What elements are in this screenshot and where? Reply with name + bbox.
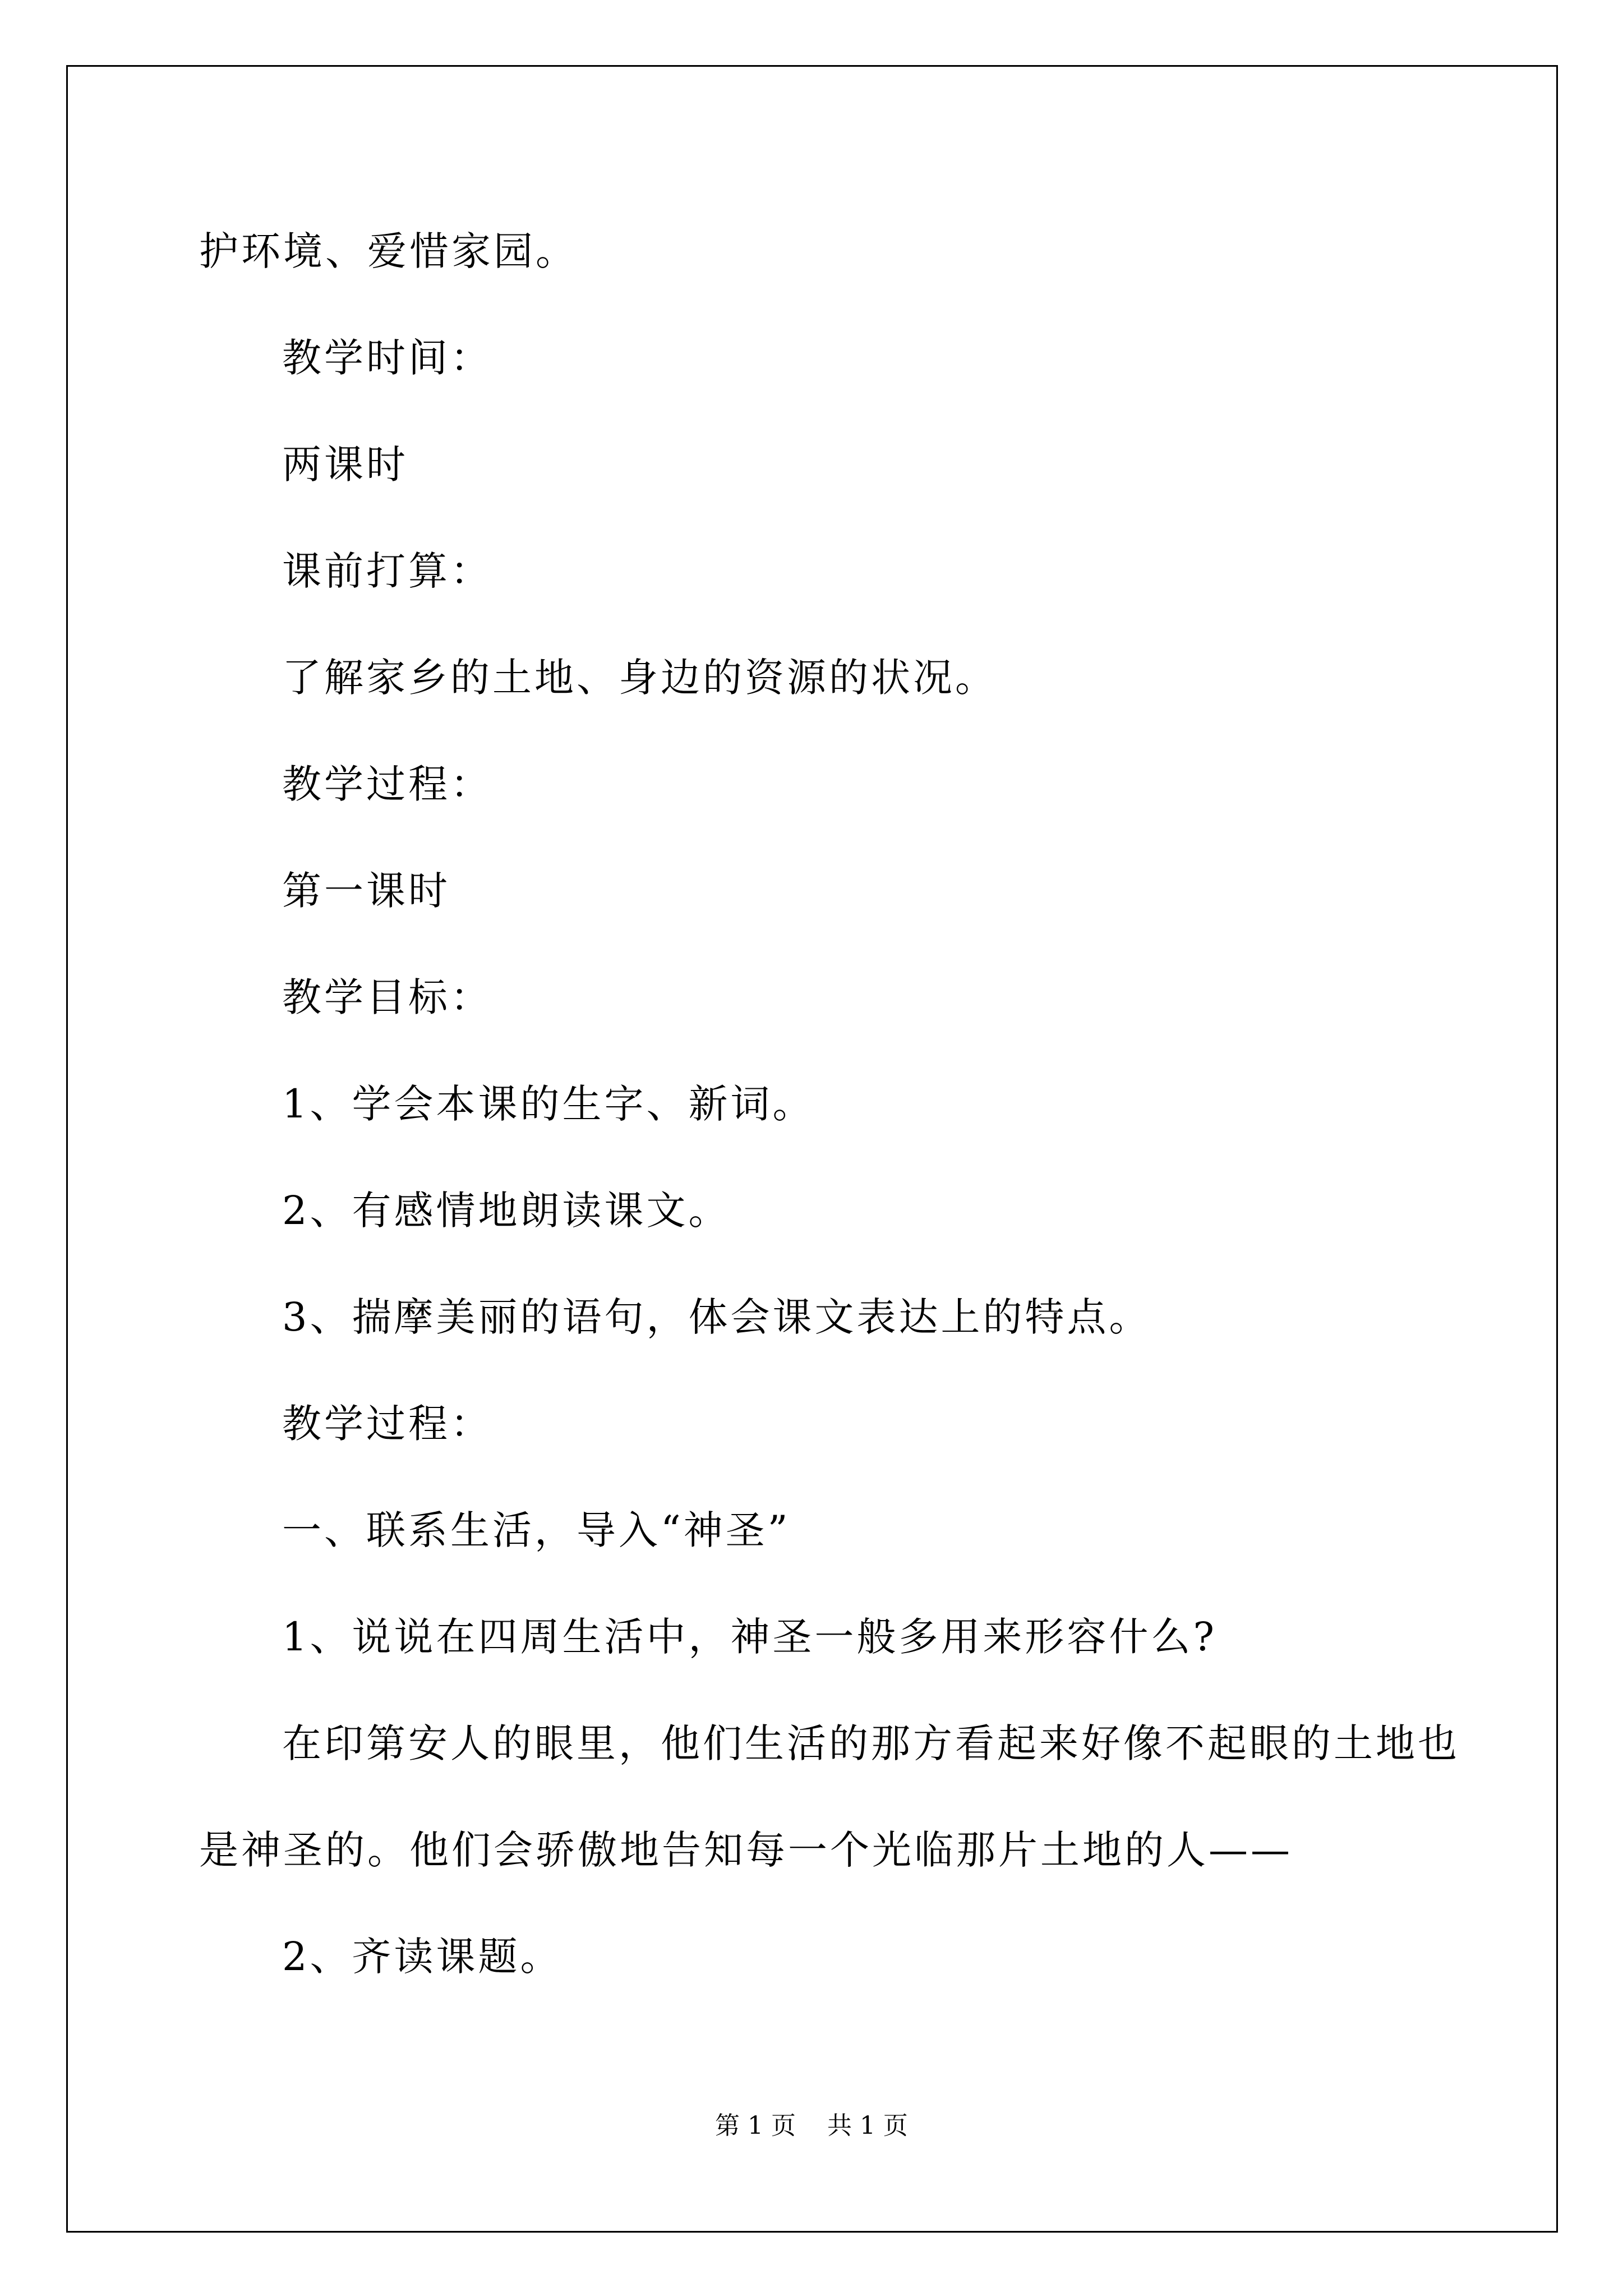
list-item-goal-1: 1、学会本课的生字、新词。 bbox=[282, 1081, 815, 1127]
list-item-goal-2: 2、有感情地朗读课文。 bbox=[282, 1188, 731, 1234]
section-heading-1: 一、联系生活，导入“神圣” bbox=[282, 1507, 791, 1553]
heading-preparation: 课前打算： bbox=[282, 548, 492, 594]
text-line-preparation: 了解家乡的土地、身边的资源的状况。 bbox=[282, 655, 997, 701]
text-line-two-periods: 两课时 bbox=[282, 441, 408, 487]
heading-teaching-process: 教学过程： bbox=[282, 761, 492, 807]
heading-teaching-time: 教学时间： bbox=[282, 335, 492, 381]
page-number-footer: 第 1 页 共 1 页 bbox=[715, 2111, 908, 2140]
list-item-step-1: 1、说说在四周生活中，神圣一般多用来形容什么? bbox=[282, 1614, 1218, 1660]
page-border bbox=[66, 65, 1558, 2233]
paragraph-line-1: 在印第安人的眼里，他们生活的那方看起来好像不起眼的土地也 bbox=[282, 1720, 1460, 1766]
list-item-goal-3: 3、揣摩美丽的语句，体会课文表达上的特点。 bbox=[282, 1294, 1151, 1340]
heading-first-period: 第一课时 bbox=[282, 868, 450, 914]
list-item-step-2: 2、齐读课题。 bbox=[282, 1934, 562, 1980]
heading-teaching-process-2: 教学过程： bbox=[282, 1401, 492, 1447]
text-line-continuation: 护环境、爱惜家园。 bbox=[199, 228, 578, 274]
heading-teaching-goals: 教学目标： bbox=[282, 974, 492, 1020]
paragraph-line-2: 是神圣的。他们会骄傲地告知每一个光临那片土地的人—— bbox=[199, 1827, 1293, 1873]
